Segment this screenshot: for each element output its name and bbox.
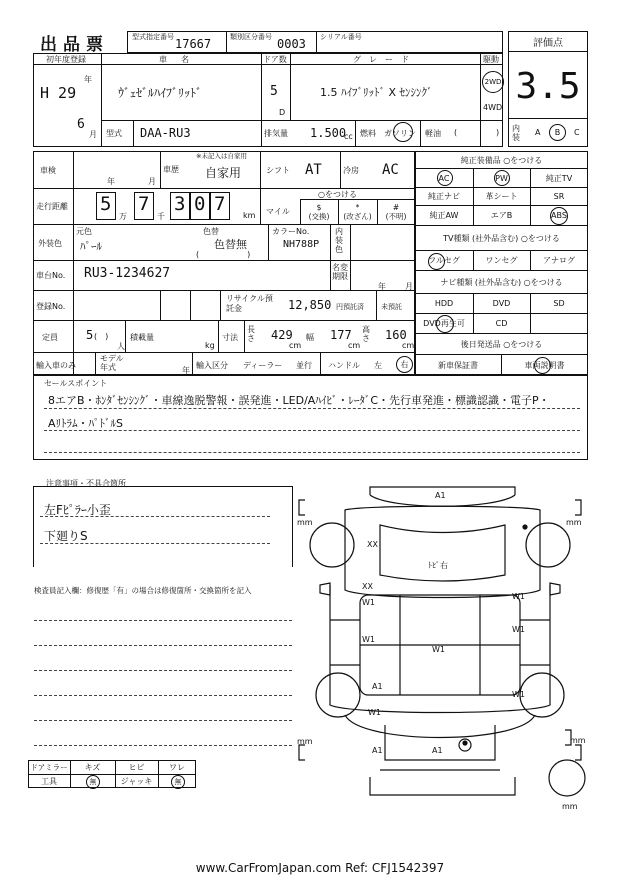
- notes-line-1: 左Fﾋﾟﾗｰ小歪: [44, 503, 111, 517]
- ruibetsu-number-value: 0003: [277, 37, 306, 51]
- mile-label: マイル: [266, 207, 290, 216]
- tv-type-header: TV種類 (社外品含む) ○をつける: [443, 233, 560, 243]
- displacement-value: 1.500: [310, 126, 347, 140]
- mileage-tsukeru: ○をつける: [318, 190, 357, 199]
- equip-airbag: エアB: [490, 211, 513, 220]
- capacity-unit: 人: [117, 342, 125, 351]
- cc-unit: cc: [344, 132, 353, 141]
- model-year-unit: 年: [182, 366, 190, 375]
- steering-left: 左: [374, 361, 382, 370]
- interior-color-label: 内装色: [335, 227, 343, 254]
- damage-w1-left-rear-door: W1: [362, 635, 375, 644]
- navi-cd: CD: [495, 319, 508, 328]
- equip-aw: 純正AW: [429, 211, 459, 220]
- damage-w1-left-rear: W1: [368, 708, 381, 717]
- capacity-value: 5: [86, 328, 94, 342]
- inspection-label: 車検: [40, 166, 56, 175]
- mileage-exchanged: $ (交換): [308, 203, 330, 221]
- chassis-value: RU3-1234627: [84, 266, 171, 281]
- 2wd-circle: 2WD: [482, 71, 504, 93]
- damage-w1-right-rear-door: W1: [512, 625, 525, 634]
- car-name-label: 車名: [159, 54, 203, 64]
- dealer-option: ディーラー: [243, 361, 283, 370]
- jack-none-circle: 無: [171, 775, 185, 789]
- grade-value: 1.5 ﾊｲﾌﾞﾘｯﾄﾞ X ｾﾝｼﾝｸﾞ: [320, 86, 433, 99]
- door-count-value: 5: [270, 84, 278, 99]
- fuel-label: 燃料: [360, 129, 376, 138]
- first-registration-year: H 29: [40, 84, 77, 102]
- legend-scratch: キズ: [84, 763, 101, 772]
- mileage-km: km: [243, 211, 256, 220]
- model-code-value: DAA-RU3: [140, 126, 191, 140]
- navi-dvd: DVD: [492, 299, 511, 308]
- chassis-label: 車台No.: [36, 271, 66, 280]
- displacement-label: 排気量: [264, 129, 288, 138]
- notes-line-2: 下廻りS: [44, 529, 88, 543]
- import-type-label: 輸入区分: [196, 361, 228, 370]
- tools-none-circle: 無: [86, 775, 100, 789]
- door-count-label: ドア数: [263, 55, 287, 64]
- exterior-color-label: 外装色: [38, 239, 62, 248]
- damage-w1-left-door: W1: [362, 598, 375, 607]
- equip-navi: 純正ナビ: [428, 192, 460, 201]
- drive-label: 駆動: [483, 55, 499, 64]
- legend-mirror: ドアミラー: [30, 763, 68, 772]
- height-label: 高さ: [362, 325, 370, 343]
- mm-front-left: mm: [297, 518, 313, 527]
- legend-break: ワレ: [169, 763, 185, 772]
- tv-analog: アナログ: [543, 256, 575, 265]
- notes-label: 注意事項・不具合箇所: [46, 479, 126, 488]
- height-value: 160: [385, 328, 407, 342]
- length-value: 429: [271, 328, 293, 342]
- tv-fullseg-circle: [428, 253, 445, 270]
- damage-w1-right-door: W1: [512, 592, 525, 601]
- color-change-value: 色替無: [214, 238, 247, 251]
- equip-abs: ABS: [551, 211, 567, 220]
- registration-label: 登録No.: [36, 302, 66, 311]
- interior-a: A: [535, 128, 541, 137]
- navi-dvd-play-circle: [436, 315, 454, 333]
- 4wd-label: 4WD: [483, 103, 503, 112]
- length-cm: cm: [289, 341, 302, 350]
- form-title: 出品票: [40, 35, 109, 55]
- mm-rear-right: mm: [570, 736, 586, 745]
- inspector-note-label: 検査員記入欄：修復歴「有」の場合は修復箇所・交換箇所を記入: [34, 586, 252, 595]
- shift-value: AT: [305, 162, 322, 178]
- footer-reference: www.CarFromJapan.com Ref: CFJ1542397: [195, 861, 445, 875]
- mileage-sen: 千: [157, 212, 165, 221]
- recycle-value: 12,850: [288, 298, 332, 312]
- sales-point-label: セールスポイント: [44, 379, 108, 388]
- mileage-man: 万: [119, 212, 127, 221]
- mileage-digit-4: 0: [194, 193, 206, 215]
- history-note: ※未記入は自家用: [196, 152, 247, 160]
- steering-label: ハンドル: [328, 361, 360, 370]
- model-code-label: 型式: [106, 129, 122, 138]
- parallel-option: 並行: [296, 361, 312, 370]
- recycle-not-deposited: 未預託: [381, 303, 402, 311]
- later-shipment-header: 後日発送品 ○をつける: [460, 339, 543, 349]
- damage-w1-roof: W1: [432, 645, 445, 654]
- damage-pillar-right: ﾄﾋﾟ右: [428, 561, 448, 570]
- fuel-paren-open: (: [454, 128, 458, 137]
- name-change-year: 年: [378, 282, 386, 291]
- sales-point-line-2: Aﾘﾄﾗﾑ・ﾊﾟﾄﾞﾙS: [48, 417, 124, 430]
- inspection-month: 月: [148, 177, 156, 186]
- equip-abs-circle: [550, 207, 568, 225]
- navi-hdd: HDD: [434, 299, 454, 308]
- car-name-value: ｳﾞｪｾﾞﾙﾊｲﾌﾞﾘｯﾄﾞ: [118, 86, 203, 100]
- recycle-label: リサイクル預託金: [226, 294, 273, 313]
- equip-tv: 純正TV: [545, 173, 573, 183]
- height-cm: cm: [402, 341, 415, 350]
- first-registration-month: 6: [77, 117, 85, 132]
- legend-crack: ヒビ: [128, 763, 145, 772]
- manual-book: 車両説明書: [524, 360, 565, 370]
- ac-label: 冷房: [343, 166, 359, 175]
- mileage-unknown: # (不明): [385, 203, 407, 221]
- mm-spare: mm: [562, 802, 578, 811]
- interior-c: C: [574, 128, 580, 137]
- load-label: 積載量: [130, 333, 154, 342]
- tv-fullseg: フルセグ: [428, 256, 460, 265]
- length-label: 長さ: [247, 325, 255, 343]
- mileage-digit-2: 7: [138, 193, 150, 215]
- color-change-label: 色替: [203, 227, 219, 236]
- mileage-digit-5: 7: [214, 193, 226, 215]
- history-value: 自家用: [205, 166, 242, 180]
- katashiki-number-value: 17667: [175, 37, 212, 51]
- original-color-label: 元色: [76, 227, 92, 236]
- mileage-tampered: * (改ざん): [343, 203, 372, 221]
- gasoline-label: ガソリン: [384, 129, 416, 138]
- steering-right-circle: 右: [396, 356, 413, 373]
- legend-tools: 工具: [41, 777, 57, 786]
- capacity-label: 定員: [42, 333, 58, 342]
- damage-xx-left-front: XX: [367, 540, 378, 549]
- equip-pw: PW: [495, 173, 508, 183]
- damage-a1-left-quarter: A1: [372, 682, 383, 691]
- equip-ac: AC: [438, 173, 450, 183]
- katashiki-number-label: 型式指定番号: [132, 33, 174, 41]
- ruibetsu-number-label: 類別区分番号: [230, 33, 272, 41]
- damage-a1-rear-left: A1: [372, 746, 383, 755]
- width-value: 177: [330, 328, 352, 342]
- manual-circle: [534, 357, 551, 374]
- tv-oneseg: ワンセグ: [485, 256, 518, 265]
- warranty-book: 新車保証書: [438, 360, 478, 370]
- diesel-label: 軽油: [425, 129, 441, 138]
- score-value: 3.5: [515, 65, 581, 107]
- damage-xx-left-door: XX: [362, 582, 373, 591]
- color-number-value: NH788P: [283, 239, 320, 250]
- damage-w1-right-quarter: W1: [512, 690, 525, 699]
- import-label: 輸入車のみ: [36, 361, 76, 370]
- month-unit: 月: [89, 130, 97, 139]
- damage-a1-rear-center: A1: [432, 746, 443, 755]
- serial-number-label: シリアル番号: [320, 33, 362, 41]
- navi-dvd-play: DVD再生可: [423, 319, 465, 328]
- sales-point-line-1: 8エアB・ﾎﾝﾀﾞｾﾝｼﾝｸﾞ・車線逸脱警報・誤発進・LED/Aﾊｲﾋﾞ・ﾚｰﾀﾞC・先行車発進・標識認識・電子P・: [48, 394, 550, 407]
- equip-ac-circle: [437, 170, 453, 186]
- load-unit: kg: [205, 341, 215, 350]
- score-label: 評価点: [533, 38, 563, 49]
- recycle-deposited: 円預託済: [336, 303, 364, 311]
- equip-sr: SR: [553, 192, 565, 201]
- equip-leather: 革シート: [485, 192, 518, 201]
- mileage-label: 走行距離: [36, 202, 68, 211]
- damage-a1-front: A1: [435, 491, 446, 500]
- dimensions-label: 寸法: [222, 333, 238, 342]
- legend-jack: ジャッキ: [120, 777, 153, 786]
- mm-rear-left: mm: [297, 737, 313, 746]
- history-label: 車歴: [163, 165, 179, 174]
- capacity-paren: ( ): [94, 332, 109, 341]
- name-change-month: 月: [405, 282, 413, 291]
- color-number-label: カラーNo.: [272, 227, 310, 236]
- navi-type-header: ナビ種類 (社外品含む) ○をつける: [440, 277, 563, 287]
- mileage-digit-3: 3: [174, 193, 186, 215]
- equip-pw-circle: [494, 170, 510, 186]
- inspection-year: 年: [107, 177, 115, 186]
- mileage-digit-1: 5: [100, 193, 112, 215]
- shift-label: シフト: [266, 166, 290, 175]
- first-registration-label: 初年度登録: [46, 55, 86, 64]
- model-year-label: モデル年式: [100, 354, 124, 372]
- width-label: 幅: [306, 333, 314, 342]
- width-cm: cm: [348, 341, 361, 350]
- door-suffix: D: [279, 108, 286, 117]
- year-unit: 年: [84, 75, 92, 84]
- interior-label: 内装: [512, 124, 520, 142]
- name-change-label: 名変期限: [332, 263, 348, 281]
- grade-label: グレード: [353, 54, 417, 64]
- original-color-value: ﾊﾟｰﾙ: [80, 240, 102, 253]
- fuel-paren-close: ): [496, 128, 500, 137]
- equipment-header: 純正装備品 ○をつける: [460, 155, 543, 165]
- interior-b-circle: B: [549, 124, 566, 141]
- ac-value: AC: [382, 162, 399, 178]
- color-change-paren: ( ): [196, 250, 251, 259]
- mm-front-right: mm: [566, 518, 582, 527]
- navi-sd: SD: [553, 299, 565, 308]
